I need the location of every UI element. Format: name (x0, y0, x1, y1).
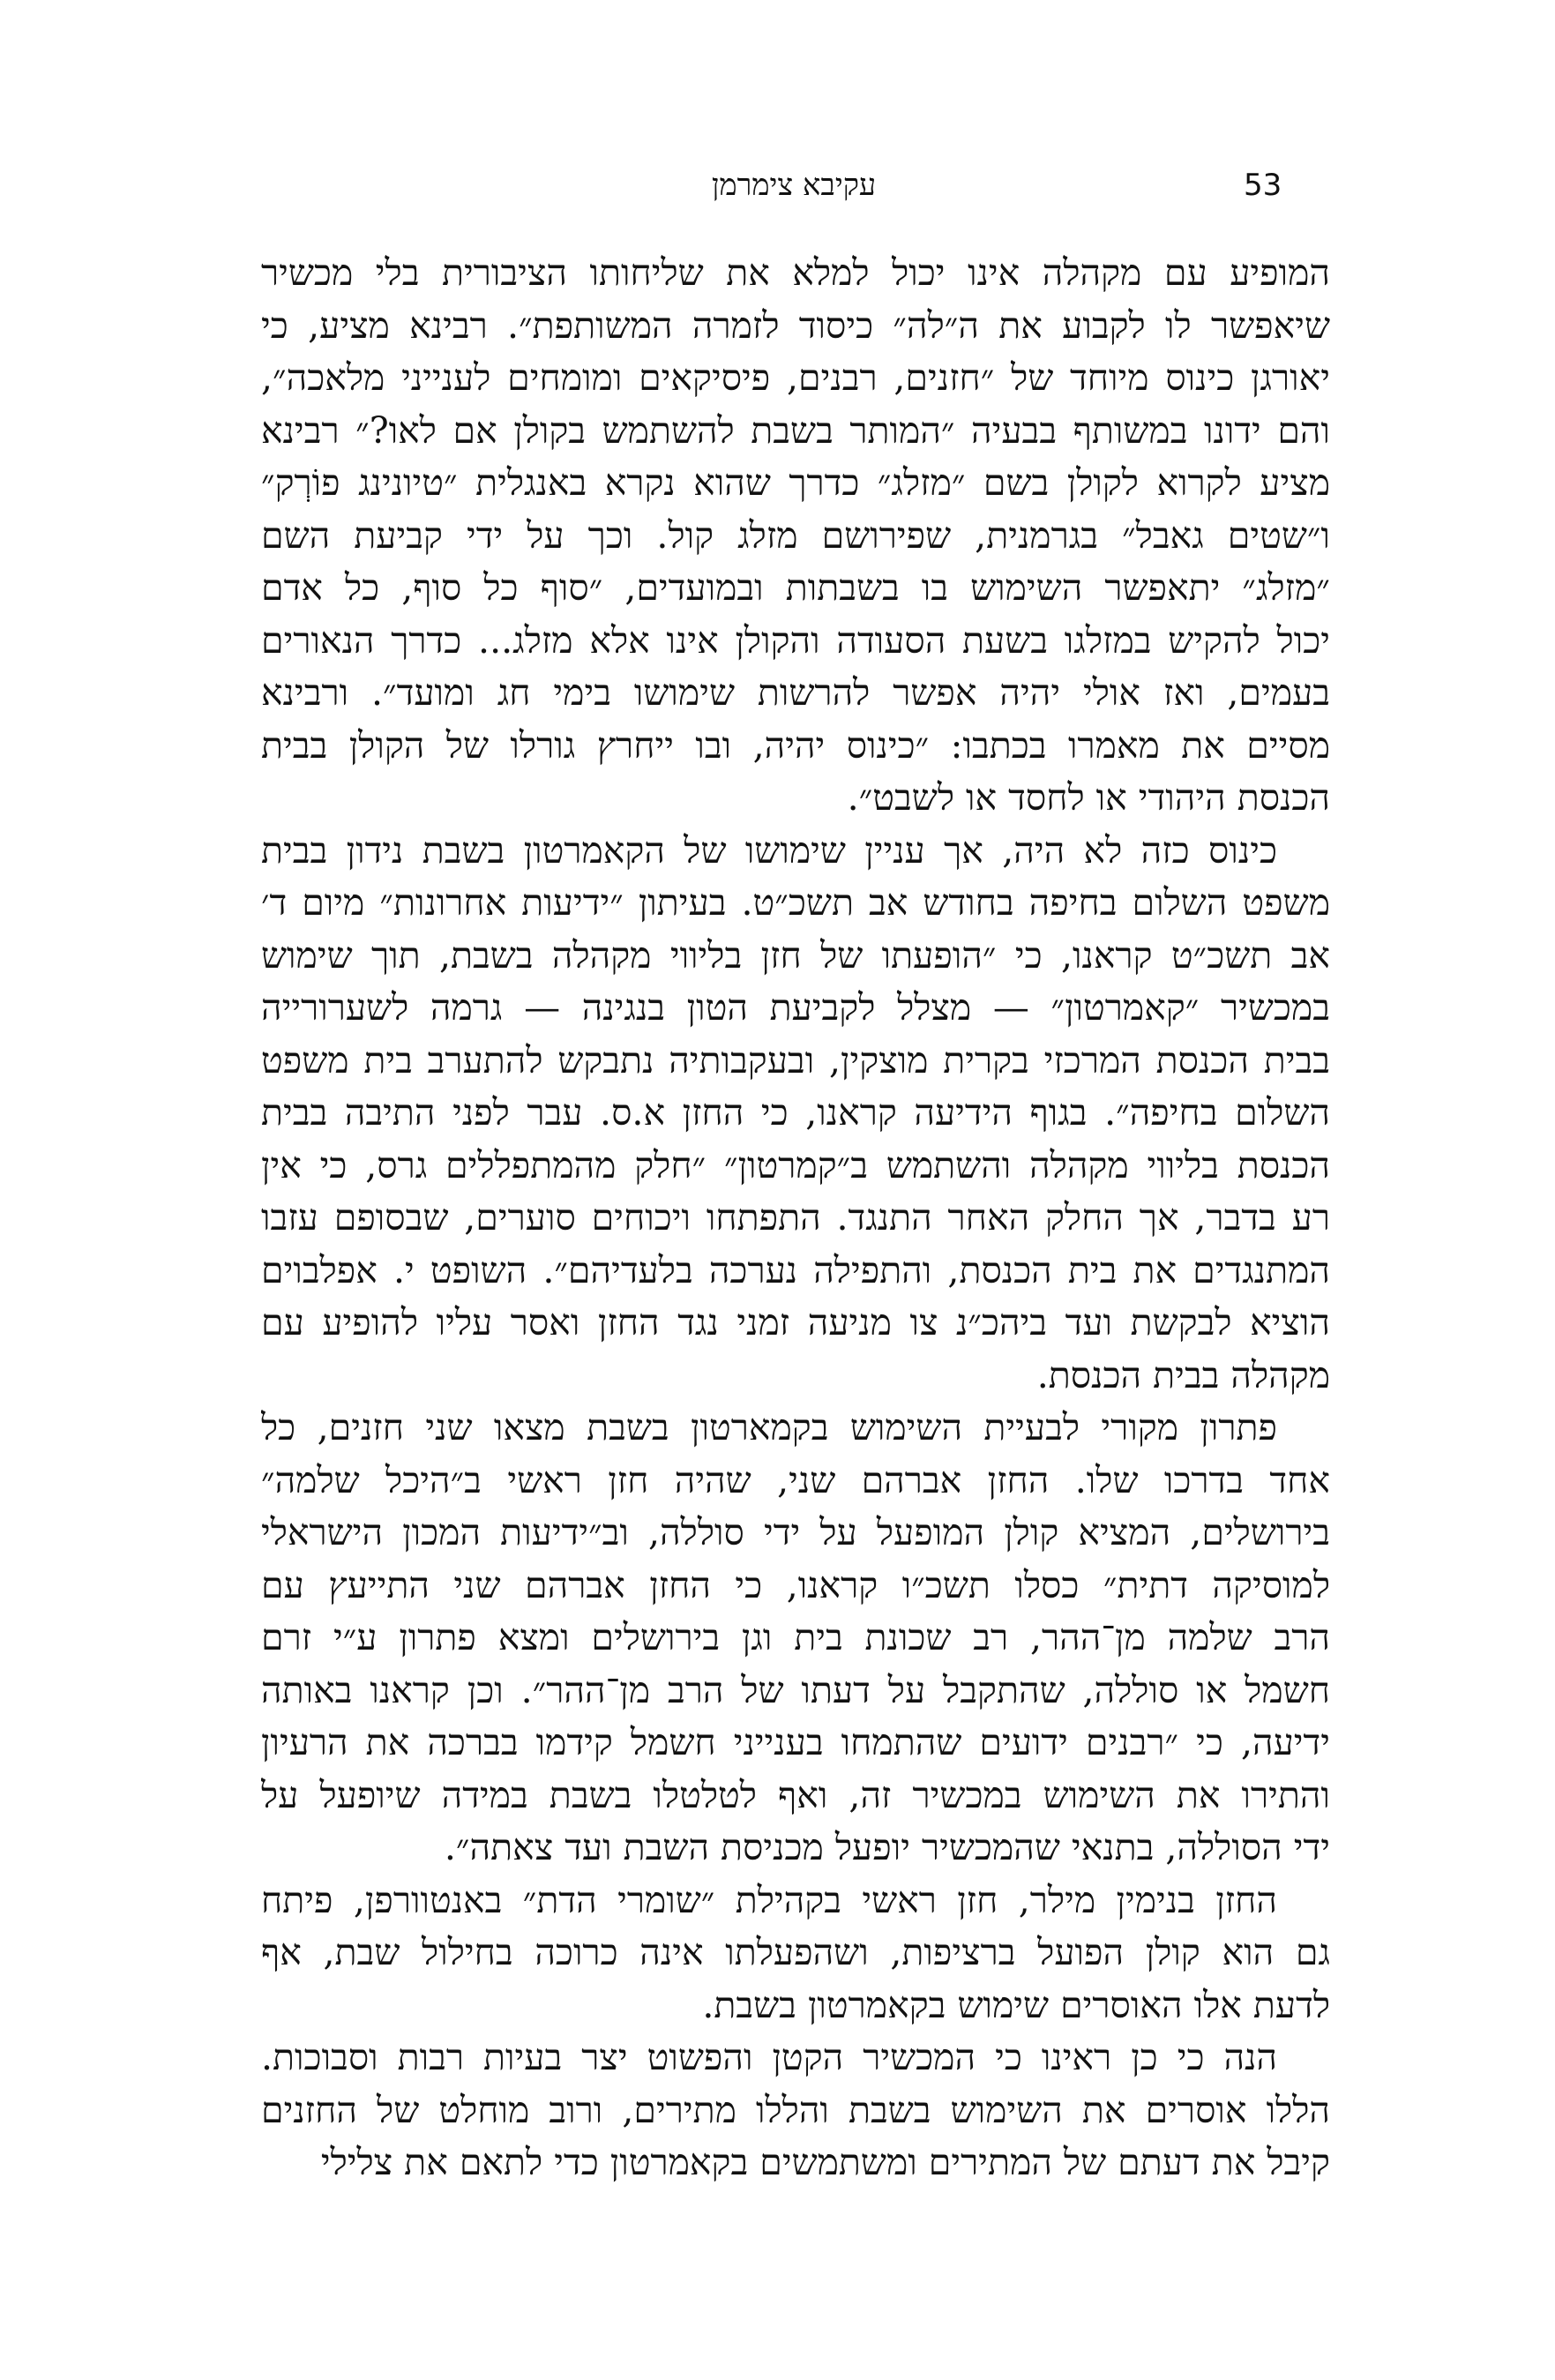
text-line: החזן בנימין מילר, חזן ראשי בקהילת ״שומרי הדת״ באנטוורפן, פיתח (261, 1878, 1277, 1921)
page-number: 53 (1244, 168, 1282, 203)
paragraph (261, 2032, 1330, 2189)
text-line: גם הוא קולן הפועל ברציפות, ושהפעלתו אינה כרוכה בחילול שבת, אף (261, 1931, 1330, 1973)
text-line: המתנגדים את בית הכנסת, והתפילה נערכה בלעדיהם״. השופט י. אפלבוים (261, 1248, 1330, 1291)
text-line: אב תשכ״ט קראנו, כי ״הופעתו של חזן בליווי מקהלה בשבת, תוך שימוש (261, 933, 1330, 977)
text-line: בבית הכנסת המרכזי בקרית מוצקין, ובעקבותיה נתבקש להתערב בית משפט (261, 1038, 1330, 1081)
text-line: והם ידונו במשותף בבעיה ״המותר בשבת להשתמש בקולן אם לאו?״ רבינא (261, 408, 1330, 452)
text-line: הוציא לבקשת ועד ביהכ״נ צו מניעה זמני נגד החזן ואסר עליו להופיע עם (261, 1301, 1330, 1343)
text-line: למוסיקה דתית״ כסלו תשכ״ו קראנו, כי החזן אברהם שני התייעץ עם (261, 1563, 1330, 1606)
text-line: ידיעה, כי ״רבנים ידועים שהתמחו בענייני חשמל קידמו בברכה את הרעיון (261, 1721, 1330, 1763)
text-line: מסיים את מאמרו בכתבו: ״כינוס יהיה, ובו ייחרץ גורלו של הקולן בבית (261, 723, 1330, 767)
text-line: פתרון מקורי לבעיית השימוש בקמארטון בשבת מצאו שני חזנים, כל (261, 1406, 1277, 1448)
text-line: לדעת אלו האוסרים שימוש בקאמרטון בשבת. (702, 1983, 1330, 2026)
text-line: שיאפשר לו לקבוע את ה״לה״ כיסוד לזמרה המשותפת״. רבינא מציע, כי (261, 303, 1330, 347)
text-line: והתירו את השימוש במכשיר זה, ואף לטלטלו בשבת במידה שיופעל על (261, 1773, 1330, 1816)
text-line: ו״שטים גאבל״ בגרמנית, שפירושם מזלג קול. וכך על ידי קביעת השם (261, 513, 1330, 557)
text-line: במכשיר ״קאמרטון״ — מצלל לקביעת הטון בנגינה — גרמה לשערורייה (261, 986, 1330, 1029)
text-line: המופיע עם מקהלה אינו יכול למלא את שליחותו הציבורית בלי מכשיר (261, 251, 1330, 294)
paragraph (261, 1875, 1330, 2032)
text-line: השלום בחיפה״. בגוף הידיעה קראנו, כי החזן א.ס. עבר לפני התיבה בבית (261, 1091, 1330, 1134)
text-line: הכנסת היהודי או לחסד או לשבט״. (847, 776, 1330, 819)
text-line: מקהלה בבית הכנסת. (1036, 1353, 1330, 1396)
text-line: ידי הסוללה, בתנאי שהמכשיר יופעל מכניסת השבת ועד צאתה״. (444, 1826, 1330, 1868)
text-line: אחד בדרכו שלו. החזן אברהם שני, שהיה חזן ראשי ב״היכל שלמה״ (261, 1458, 1330, 1501)
text-line: יאורגן כינוס מיוחד של ״חזנים, רבנים, פיסיקאים ומומחים לענייני מלאכה״, (261, 356, 1330, 399)
text-line: רע בדבר, אך החלק האחר התנגד. התפתחו ויכוחים סוערים, שבסופם עזבו (261, 1196, 1330, 1239)
text-line: יכול להקיש במזלגו בשעת הסעודה והקולן אינו אלא מזלג... כדרך הנאורים (261, 618, 1330, 662)
text-line: חשמל או סוללה, שהתקבל על דעתו של הרב מן־ההר״. וכן קראנו באותה (261, 1668, 1330, 1711)
running-head (265, 168, 1323, 221)
text-line: ״מזלג״ יתאפשר השימוש בו בשבתות ובמועדים, ״סוף כל סוף, כל אדם (261, 566, 1330, 609)
text-line: הכנסת בליווי מקהלה והשתמש ב״קמרטון״ ״חלק מהמתפללים גרס, כי אין (261, 1143, 1330, 1186)
text-line: בעמים, ואז אולי יהיה אפשר להרשות שימושו בימי חג ומועד״. ורבינא (261, 671, 1330, 714)
body-text (261, 247, 1330, 2189)
text-line: קיבל את דעתם של המתירים ומשתמשים בקאמרטון כדי לתאם את צלילי (320, 2141, 1330, 2183)
paragraph (261, 825, 1330, 1403)
text-line: הרב שלמה מן־ההר, רב שכונת בית וגן בירושלים ומצא פתרון ע״י זרם (261, 1616, 1330, 1658)
paragraph (261, 247, 1330, 825)
text-line: מציע לקרוא לקולן בשם ״מזלג״ כדרך שהוא נקרא באנגלית ״טיונינג פוֹרְק״ (261, 461, 1330, 504)
text-line: משפט השלום בחיפה בחודש אב תשכ״ט. בעיתון ״ידיעות אחרונות״ מיום ד׳ (261, 881, 1330, 924)
text-line: בירושלים, המציא קולן המופעל על ידי סוללה, וב״ידיעות המכון הישראלי (261, 1511, 1330, 1553)
running-title: עקיבא צימרמן (711, 168, 877, 203)
text-line: כינוס כזה לא היה, אך עניין שימושו של הקאמרטון בשבת נידון בבית (261, 828, 1277, 872)
text-line: הללו אוסרים את השימוש בשבת והללו מתירים, ורוב מוחלט של החזנים (261, 2088, 1330, 2131)
text-line: הנה כי כן ראינו כי המכשיר הקטן והפשוט יצר בעיות רבות וסבוכות. (261, 2036, 1277, 2078)
paragraph (261, 1402, 1330, 1875)
